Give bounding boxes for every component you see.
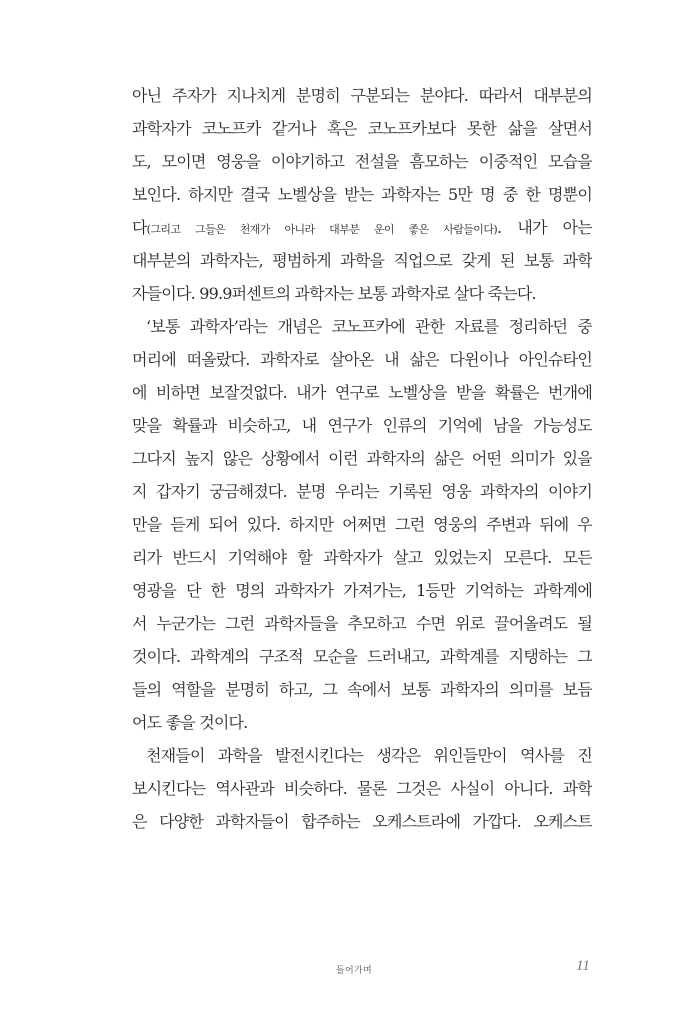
text-line: 만을 듣게 되어 있다. 하지만 어쩌면 그런 영웅의 주변과 뒤에 우 (132, 515, 592, 534)
text-line: 도, 모이면 영웅을 이야기하고 전설을 흠모하는 이중적인 모습을 (132, 152, 592, 171)
text-line: 지 갑자기 궁금해졌다. 분명 우리는 기록된 영웅 과학자의 이야기 (132, 482, 592, 501)
text-line: 보인다. 하지만 결국 노벨상을 받는 과학자는 5만 명 중 한 명뿐이 (132, 185, 592, 204)
text-line: 보시킨다는 역사관과 비슷하다. 물론 그것은 사실이 아니다. 과학 (132, 779, 592, 798)
text-line: 은 다양한 과학자들이 합주하는 오케스트라에 가깝다. 오케스트 (132, 812, 592, 831)
running-footer-title: 들어가며 (336, 966, 372, 976)
text-line: 그다지 높지 않은 상황에서 이런 과학자의 삶은 어떤 의미가 있을 (132, 449, 592, 468)
text-segment: 다 (132, 218, 147, 237)
paragraph-start-line: ‘보통 과학자’라는 개념은 코노프카에 관한 자료를 정리하던 중 (146, 317, 592, 336)
text-line: 영광을 단 한 명의 과학자가 가져가는, 1등만 기억하는 과학계에 (132, 581, 592, 600)
text-line: 과학자가 코노프카 같거나 혹은 코노프카보다 못한 삶을 살면서 (132, 119, 592, 138)
text-line: 리가 반드시 기억해야 할 과학자가 살고 있었는지 모른다. 모든 (132, 548, 592, 567)
text-line: 어도 좋을 것이다. (132, 713, 248, 732)
page-number: 11 (576, 958, 590, 974)
text-line: 아닌 주자가 지나치게 분명히 구분되는 분야다. 따라서 대부분의 (132, 86, 592, 105)
text-line: 대부분의 과학자는, 평범하게 과학을 직업으로 갖게 된 보통 과학 (132, 251, 592, 270)
text-segment: . 내가 아는 (497, 218, 592, 237)
text-line: 들의 역할을 분명히 하고, 그 속에서 보통 과학자의 의미를 보듬 (132, 680, 592, 699)
parenthetical-aside: (그리고 그들은 천재가 아니라 대부분 운이 좋은 사람들이다) (146, 223, 498, 236)
text-line-with-aside (132, 212, 592, 244)
text-line: 맞을 확률과 비슷하고, 내 연구가 인류의 기억에 남을 가능성도 (132, 416, 592, 435)
text-line: 서 누군가는 그런 과학자들을 추모하고 수면 위로 끌어올려도 될 (132, 614, 592, 633)
text-line: 자들이다. 99.9퍼센트의 과학자는 보통 과학자로 살다 죽는다. (132, 284, 536, 303)
text-line: 것이다. 과학계의 구조적 모순을 드러내고, 과학계를 지탱하는 그 (132, 647, 592, 666)
text-line: 에 비하면 보잘것없다. 내가 연구로 노벨상을 받을 확률은 번개에 (132, 383, 592, 402)
paragraph-start-line: 천재들이 과학을 발전시킨다는 생각은 위인들만이 역사를 진 (146, 746, 592, 765)
text-line: 머리에 떠올랐다. 과학자로 살아온 내 삶은 다윈이나 아인슈타인 (132, 350, 592, 369)
